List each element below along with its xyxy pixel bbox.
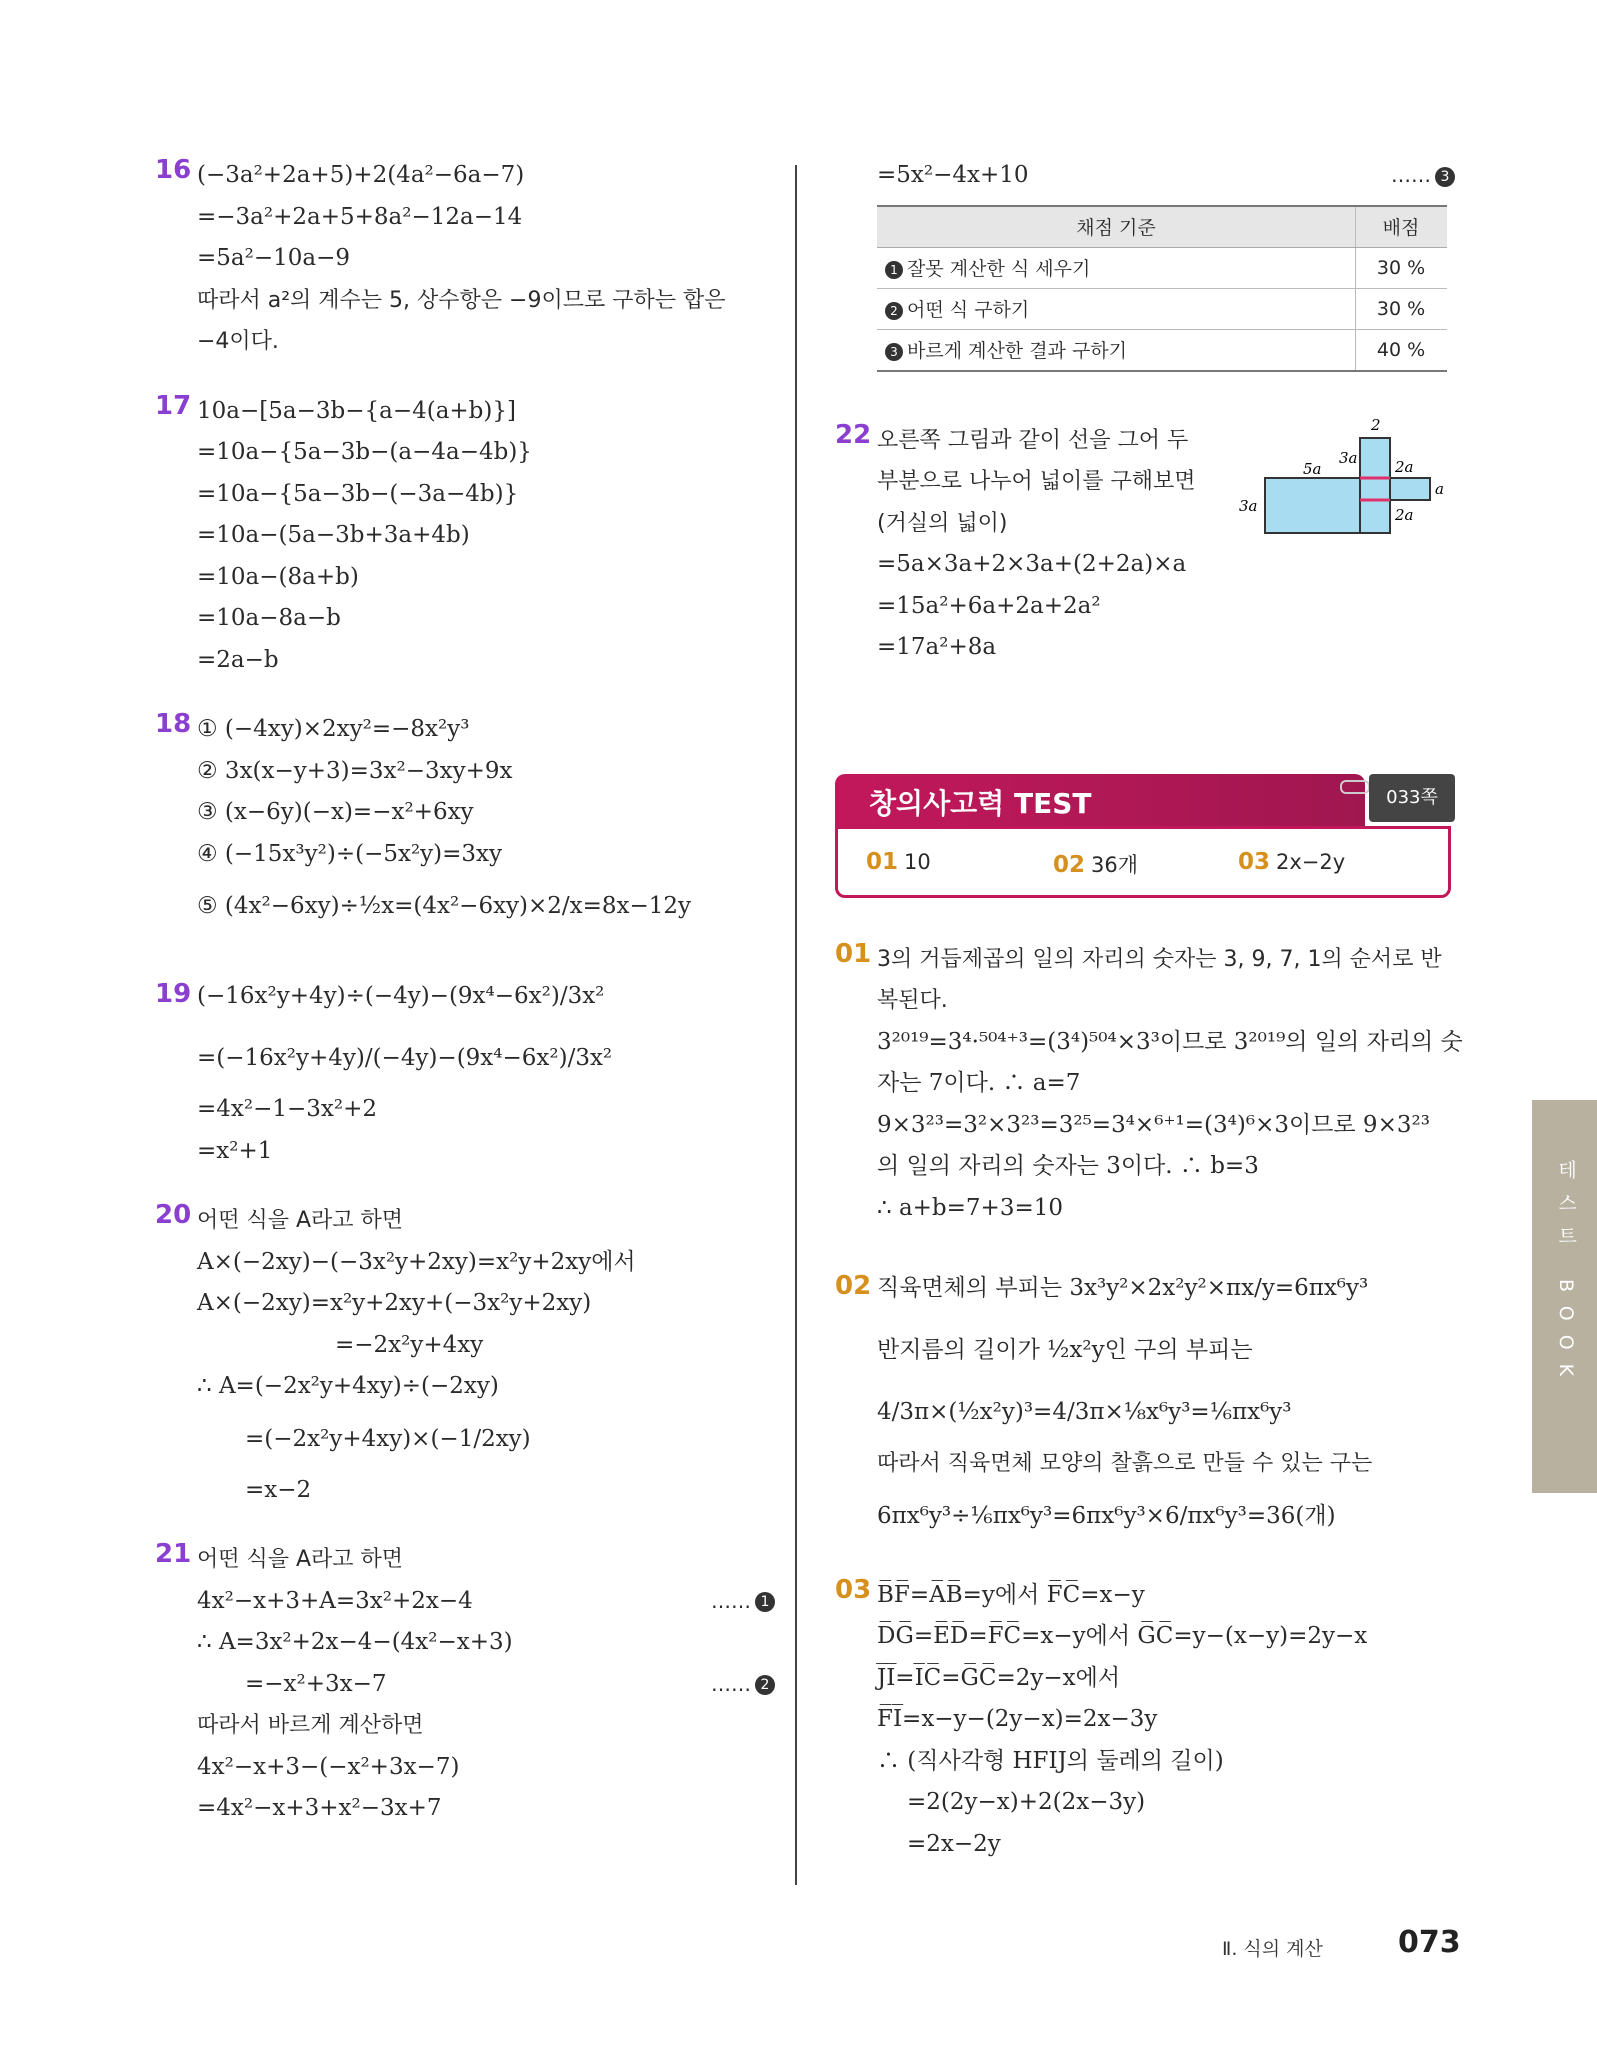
math-line — [197, 1581, 775, 1623]
problem-number: 01 — [835, 938, 872, 969]
points-value: 30 % — [1356, 288, 1448, 329]
right-column — [835, 155, 1463, 1893]
figure-label: 5a — [1303, 459, 1322, 478]
figure-label: 2a — [1395, 505, 1414, 524]
left-column — [155, 155, 775, 1858]
math-line: 자는 7이다. ∴ a=7 — [877, 1070, 1081, 1096]
math-line: =17a²+8a — [877, 634, 997, 660]
side-tab-label: 테스트 BOOK — [1555, 1160, 1577, 1391]
figure-label: 3a — [1239, 496, 1258, 515]
math-line: 3²⁰¹⁹=3⁴·⁵⁰⁴⁺³=(3⁴)⁵⁰⁴×3³이므로 3²⁰¹⁹의 일의 자리의 숫 — [877, 1028, 1463, 1055]
circle-number-icon: 2 — [755, 1675, 775, 1695]
math-line: J̅I̅=I̅C̅=G̅C̅=2y−x에서 — [877, 1664, 1121, 1691]
math-line: ∴ A=3x²+2x−4−(4x²−x+3) — [197, 1629, 513, 1655]
math-line: =2x−2y — [907, 1830, 1001, 1857]
grading-header-row — [877, 206, 1447, 248]
math-line: =4x²−1−3x²+2 — [197, 1096, 378, 1122]
math-line: 반지름의 길이가 ½x²y인 구의 부피는 — [877, 1337, 1253, 1363]
points-header: 배점 — [1356, 206, 1448, 248]
step-marker-3: …… 3 — [1391, 155, 1455, 197]
question-03 — [835, 1575, 1455, 1866]
points-value: 30 % — [1356, 247, 1448, 288]
text-line: 어떤 식을 A라고 하면 — [197, 1208, 404, 1233]
problem-number: 19 — [155, 979, 192, 1009]
math-line: ② 3x(x−y+3)=3x²−3xy+9x — [197, 757, 513, 784]
math-line: =−3a²+2a+5+8a²−12a−14 — [197, 203, 523, 230]
text-line: −4이다. — [197, 329, 279, 354]
math-line: =15a²+6a+2a+2a² — [877, 592, 1101, 619]
problem-number: 03 — [835, 1574, 872, 1605]
step-marker-2: …… 2 — [711, 1664, 775, 1706]
problem-17 — [155, 391, 775, 682]
math-line: =10a−8a−b — [197, 605, 341, 631]
text-line: 오른쪽 그림과 같이 선을 그어 두 — [877, 427, 1189, 453]
table-row — [877, 247, 1447, 288]
text-line: 부분으로 나누어 넓이를 구해보면 — [877, 469, 1196, 494]
math-line: =x−2 — [245, 1476, 312, 1503]
math-line: A×(−2xy)−(−3x²y+2xy)=x²y+2xy에서 — [197, 1248, 636, 1275]
math-line — [197, 1664, 775, 1706]
problem-number: 22 — [835, 419, 872, 450]
step-marker-1: …… 1 — [711, 1581, 775, 1623]
text-line: 어떤 식을 A라고 하면 — [197, 1547, 404, 1572]
math-line: ③ (x−6y)(−x)=−x²+6xy — [197, 799, 474, 825]
circle-number-icon: 1 — [885, 261, 903, 279]
problem-19 — [155, 965, 775, 1172]
column-divider — [795, 165, 797, 1885]
math-line: ∴ (직사각형 HFIJ의 둘레의 길이) — [877, 1747, 1224, 1774]
math-line: (−3a²+2a+5)+2(4a²−6a−7) — [197, 162, 525, 188]
text-line: 따라서 바르게 계산하면 — [197, 1713, 424, 1738]
grading-table — [877, 205, 1447, 372]
text-line: 따라서 직육면체 모양의 찰흙으로 만들 수 있는 구는 — [877, 1451, 1373, 1476]
problem-number: 02 — [835, 1271, 872, 1301]
figure-label: 2 — [1371, 415, 1381, 434]
answer-item: 01 10 — [866, 848, 931, 875]
text-line: (거실의 넓이) — [877, 510, 1008, 536]
figure-rect-small — [1390, 478, 1430, 500]
criteria-text: 바르게 계산한 결과 구하기 — [907, 340, 1128, 362]
math-line: B̅F̅=A̅B̅=y에서 F̅C̅=x−y — [877, 1581, 1145, 1608]
circle-number-icon: 3 — [1435, 167, 1455, 187]
creative-test-title: 창의사고력 TEST — [869, 786, 1092, 820]
text-line: 따라서 a²의 계수는 5, 상수항은 −9이므로 구하는 합은 — [197, 287, 726, 313]
problem-18 — [155, 709, 775, 937]
text-line: 복된다. — [877, 988, 948, 1013]
math-line: ① (−4xy)×2xy²=−8x²y³ — [197, 716, 470, 742]
math-text: 4x²−x+3+A=3x²+2x−4 — [197, 1587, 473, 1614]
problem-number: 18 — [155, 709, 192, 739]
math-line: 4/3π×(½x²y)³=4/3π×⅛x⁶y³=⅙πx⁶y³ — [877, 1399, 1292, 1425]
problem-number: 17 — [155, 390, 192, 421]
figure-rect-large — [1265, 478, 1360, 533]
clip-icon — [1340, 780, 1370, 794]
math-line: =4x²−x+3+x²−3x+7 — [197, 1795, 442, 1821]
circle-number-icon: 1 — [755, 1592, 775, 1612]
criteria-header: 채점 기준 — [877, 206, 1356, 248]
math-line: =5a²−10a−9 — [197, 245, 350, 271]
math-line: 4x²−x+3−(−x²+3x−7) — [197, 1753, 460, 1780]
criteria-text: 어떤 식 구하기 — [907, 299, 1030, 321]
math-line: D̅G̅=E̅D̅=F̅C̅=x−y에서 G̅C̅=y−(x−y)=2y−x — [877, 1623, 1368, 1649]
math-line: ⑤ (4x²−6xy)÷½x=(4x²−6xy)×2/x=8x−12y — [197, 893, 692, 919]
math-line: 의 일의 자리의 숫자는 3이다. ∴ b=3 — [877, 1153, 1259, 1179]
page-reference-badge: 033쪽 — [1369, 774, 1455, 822]
page-number: 073 — [1398, 1925, 1461, 1960]
table-row — [877, 329, 1447, 371]
math-line: (−16x²y+4y)÷(−4y)−(9x⁴−6x²)/3x² — [197, 983, 605, 1009]
problem-16 — [155, 155, 775, 363]
problem-number: 16 — [155, 155, 192, 185]
question-01 — [835, 938, 1463, 1230]
answer-summary — [835, 826, 1451, 898]
math-line: =(−16x²y+4y)/(−4y)−(9x⁴−6x²)/3x² — [197, 1045, 613, 1071]
math-line: =x²+1 — [197, 1137, 273, 1164]
footer-chapter: Ⅱ. 식의 계산 — [1222, 1938, 1323, 1960]
math-line: =10a−(8a+b) — [197, 563, 359, 590]
figure-label: 3a — [1339, 448, 1358, 467]
math-line: =2a−b — [197, 646, 279, 673]
text-line: 3의 거듭제곱의 일의 자리의 숫자는 3, 9, 7, 1의 순서로 반 — [877, 946, 1442, 972]
problem-number: 21 — [155, 1539, 192, 1569]
problem-21 — [155, 1539, 775, 1830]
question-02 — [835, 1257, 1455, 1547]
circle-number-icon: 2 — [885, 302, 903, 320]
figure-label: a — [1435, 479, 1444, 498]
math-line: 6πx⁶y³÷⅙πx⁶y³=6πx⁶y³×6/πx⁶y³=36(개) — [877, 1502, 1336, 1529]
math-line: ∴ a+b=7+3=10 — [877, 1194, 1063, 1221]
criteria-text: 잘못 계산한 식 세우기 — [907, 258, 1091, 280]
math-line: 10a−[5a−3b−{a−4(a+b)}] — [197, 397, 516, 424]
math-text: =−x²+3x−7 — [245, 1670, 387, 1697]
problem-20 — [155, 1200, 775, 1511]
room-area-figure — [1235, 408, 1455, 558]
figure-label: 2a — [1395, 457, 1414, 476]
problem-number: 20 — [155, 1200, 192, 1230]
problem-21-continued — [877, 155, 1455, 197]
math-line: =(−2x²y+4xy)×(−1/2xy) — [245, 1425, 531, 1452]
math-line: 직육면체의 부피는 3x³y²×2x²y²×πx/y=6πx⁶y³ — [877, 1275, 1369, 1301]
math-line — [877, 155, 1455, 197]
side-tab — [1532, 1100, 1597, 1493]
answer-item: 03 2x−2y — [1238, 848, 1346, 875]
math-line: =−2x²y+4xy — [335, 1331, 484, 1358]
answer-item: 02 36개 — [1053, 851, 1139, 878]
math-line: =10a−(5a−3b+3a+4b) — [197, 522, 470, 548]
math-line: A×(−2xy)=x²y+2xy+(−3x²y+2xy) — [197, 1290, 592, 1316]
creative-test-box — [835, 774, 1455, 899]
math-line: =5a×3a+2×3a+(2+2a)×a — [877, 551, 1187, 577]
math-line: ④ (−15x³y²)÷(−5x²y)=3xy — [197, 840, 502, 867]
table-row — [877, 288, 1447, 329]
math-line: F̅I̅=x−y−(2y−x)=2x−3y — [877, 1706, 1158, 1732]
math-line: 9×3²³=3²×3²³=3²⁵=3⁴×⁶⁺¹=(3⁴)⁶×3이므로 9×3²³ — [877, 1111, 1430, 1138]
math-line: =2(2y−x)+2(2x−3y) — [907, 1789, 1146, 1815]
circle-number-icon: 3 — [885, 343, 903, 361]
figure-rect-tall — [1360, 438, 1390, 533]
math-line: ∴ A=(−2x²y+4xy)÷(−2xy) — [197, 1373, 499, 1399]
points-value: 40 % — [1356, 329, 1448, 371]
math-line: =10a−{5a−3b−(a−4a−4b)} — [197, 439, 532, 465]
math-text: =5x²−4x+10 — [877, 162, 1029, 188]
math-line: =10a−{5a−3b−(−3a−4b)} — [197, 480, 519, 507]
problem-22 — [835, 415, 1455, 669]
